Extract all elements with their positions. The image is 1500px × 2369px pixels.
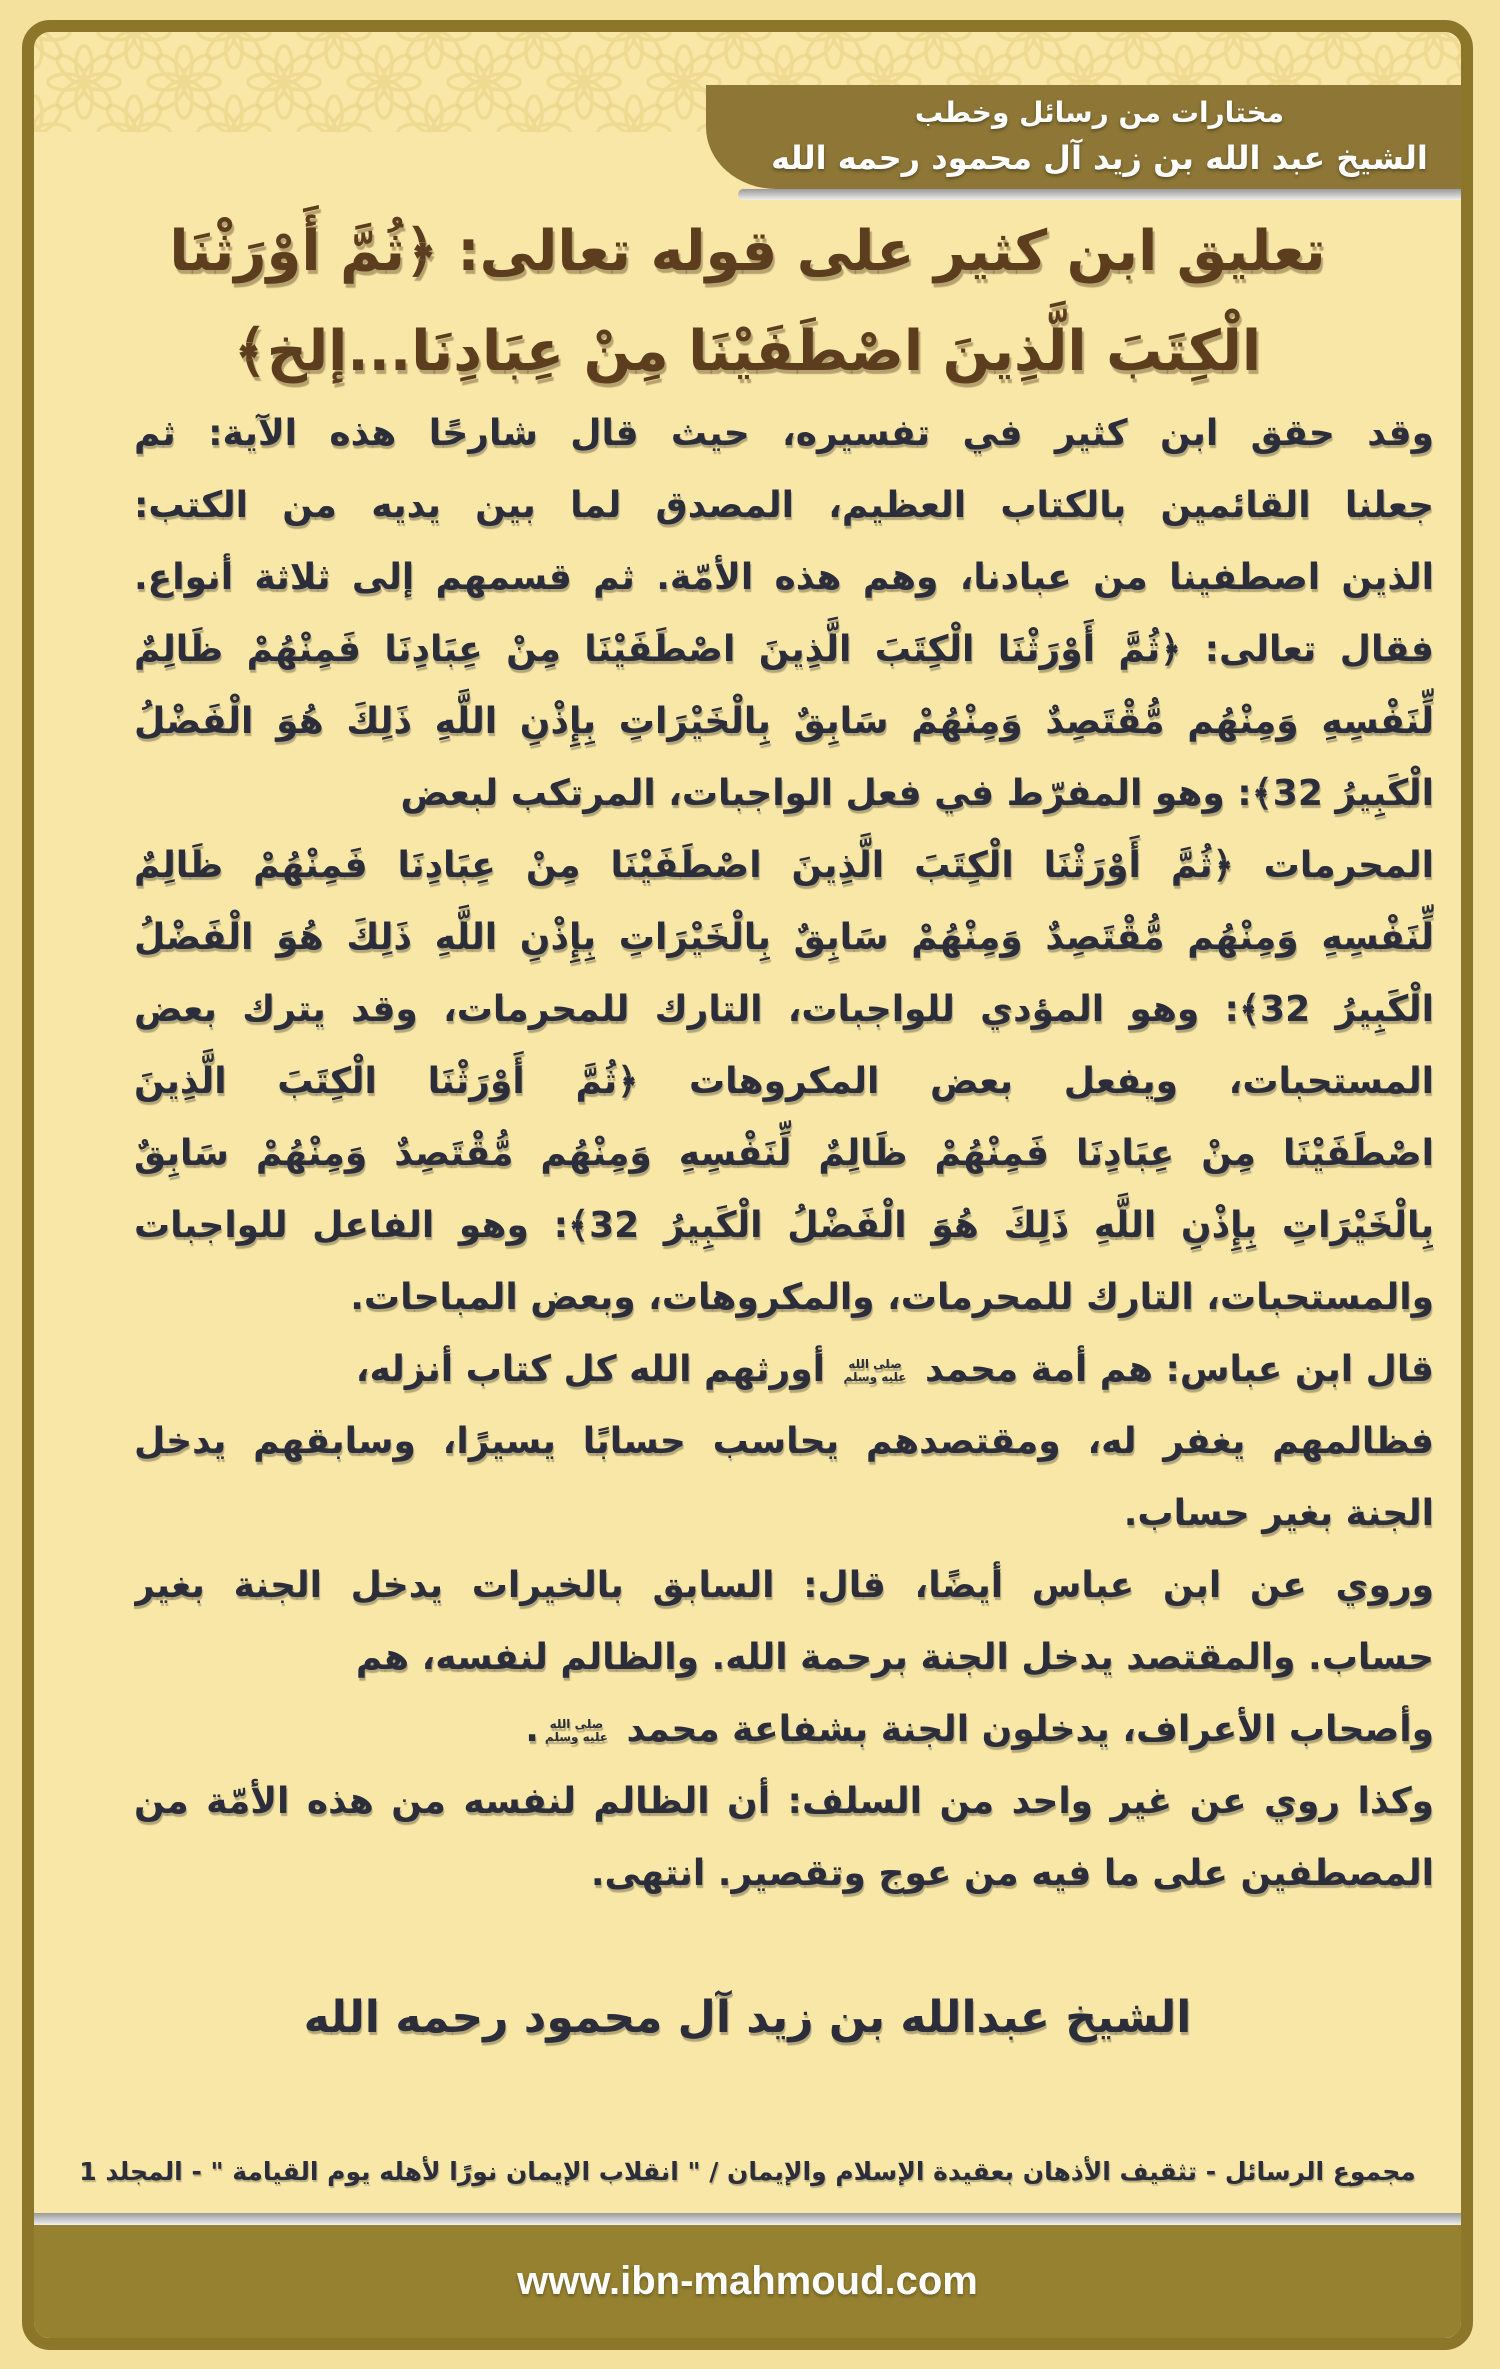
body-line: قال ابن عباس: هم أمة محمد صلى الله عليه وسلم أورثهم الله كل كتاب أنزله، xyxy=(355,1349,1434,1390)
series-header-badge xyxy=(706,85,1463,189)
series-title: مختارات من رسائل وخطب xyxy=(914,96,1285,129)
body-text xyxy=(134,388,1434,1978)
body-line: لِّنَفْسِهِ وَمِنْهُم مُّقْتَصِدٌ وَمِنْهُمْ سَابِقٌ بِالْخَيْرَاتِ بِإِذْنِ اللَّهِ ذَلِكَ هُوَ الْفَضْلُ xyxy=(134,701,1434,742)
body-line: وقد حقق ابن كثير في تفسيره، حيث قال شارحًا هذه الآية: ثم xyxy=(134,413,1434,454)
body-line: وروي عن ابن عباس أيضًا، قال: السابق بالخيرات يدخل الجنة بغير xyxy=(134,1565,1434,1606)
body-line: وكذا روي عن غير واحد من السلف: أن الظالم لنفسه من هذه الأمّة من xyxy=(134,1781,1434,1822)
footer-bar xyxy=(34,2225,1461,2338)
body-line: جعلنا القائمين بالكتاب العظيم، المصدق لما بين يديه من الكتب: xyxy=(134,485,1434,526)
body-line: والمستحبات، التارك للمحرمات، والمكروهات، وبعض المباحات. xyxy=(350,1277,1434,1318)
body-line: المحرمات ﴿ثُمَّ أَوْرَثْنَا الْكِتَبَ الَّذِينَ اصْطَفَيْنَا مِنْ عِبَادِنَا فَمِنْهُمْ ظَالِمٌ xyxy=(134,845,1434,886)
body-line: حساب. والمقتصد يدخل الجنة برحمة الله. والظالم لنفسه، هم xyxy=(355,1637,1434,1678)
pbuh-calligraphy-mark: صلى الله عليه وسلم xyxy=(544,1717,608,1744)
page-title-line1: تعليق ابن كثير على قوله تعالى: ﴿ثُمَّ أَوْرَثْنَا xyxy=(169,219,1326,284)
body-line: اصْطَفَيْنَا مِنْ عِبَادِنَا فَمِنْهُمْ ظَالِمٌ لِّنَفْسِهِ وَمِنْهُم مُّقْتَصِدٌ وَمِنْهُمْ سَابِقٌ xyxy=(134,1133,1434,1174)
page-title-line2: الْكِتَبَ الَّذِينَ اصْطَفَيْنَا مِنْ عِبَادِنَا...إلخ﴾ xyxy=(233,319,1262,384)
badge-silver-strip xyxy=(738,189,1461,200)
body-line: لِّنَفْسِهِ وَمِنْهُم مُّقْتَصِدٌ وَمِنْهُمْ سَابِقٌ بِالْخَيْرَاتِ بِإِذْنِ اللَّهِ ذَلِكَ هُوَ الْفَضْلُ xyxy=(134,917,1434,958)
body-line: المستحبات، ويفعل بعض المكروهات ﴿ثُمَّ أَوْرَثْنَا الْكِتَبَ الَّذِينَ xyxy=(134,1061,1434,1102)
body-line: فقال تعالى: ﴿ثُمَّ أَوْرَثْنَا الْكِتَبَ الَّذِينَ اصْطَفَيْنَا مِنْ عِبَادِنَا فَمِنْهُمْ ظَالِمٌ xyxy=(134,629,1434,670)
website-url: www.ibn-mahmoud.com xyxy=(517,2259,978,2303)
body-line: الجنة بغير حساب. xyxy=(1123,1493,1434,1534)
body-line: الذين اصطفينا من عبادنا، وهم هذه الأمّة. ثم قسمهم إلى ثلاثة أنواع. xyxy=(134,557,1434,598)
source-reference: مجموع الرسائل - تثقيف الأذهان بعقيدة الإسلام والإيمان / " انقلاب الإيمان نورًا لأهله يوم القيامة " - المجلد 1 xyxy=(79,2157,1416,2186)
author-name-header: الشيخ عبد الله بن زيد آل محمود رحمه الله xyxy=(771,139,1428,177)
pbuh-calligraphy-mark: صلى الله عليه وسلم xyxy=(843,1357,907,1384)
content-frame xyxy=(22,20,1473,2350)
body-line: المصطفين على ما فيه من عوج وتقصير. انتهى. xyxy=(590,1853,1434,1894)
page-title xyxy=(64,202,1431,402)
author-signature: الشيخ عبدالله بن زيد آل محمود رحمه الله xyxy=(303,1992,1192,2043)
body-line: بِالْخَيْرَاتِ بِإِذْنِ اللَّهِ ذَلِكَ هُوَ الْفَضْلُ الْكَبِيرُ 32﴾: وهو الفاعل للواجبات xyxy=(134,1205,1434,1246)
body-line: الْكَبِيرُ 32﴾: وهو المفرّط في فعل الواجبات، المرتكب لبعض xyxy=(400,773,1434,814)
body-line: الْكَبِيرُ 32﴾: وهو المؤدي للواجبات، التارك للمحرمات، وقد يترك بعض xyxy=(134,989,1434,1030)
footer-silver-strip xyxy=(34,2213,1461,2225)
body-line: فظالمهم يغفر له، ومقتصدهم يحاسب حسابًا يسيرًا، وسابقهم يدخل xyxy=(134,1421,1434,1462)
content-area xyxy=(34,32,1461,2338)
body-line: وأصحاب الأعراف، يدخلون الجنة بشفاعة محمد صلى الله عليه وسلم . xyxy=(525,1709,1434,1750)
